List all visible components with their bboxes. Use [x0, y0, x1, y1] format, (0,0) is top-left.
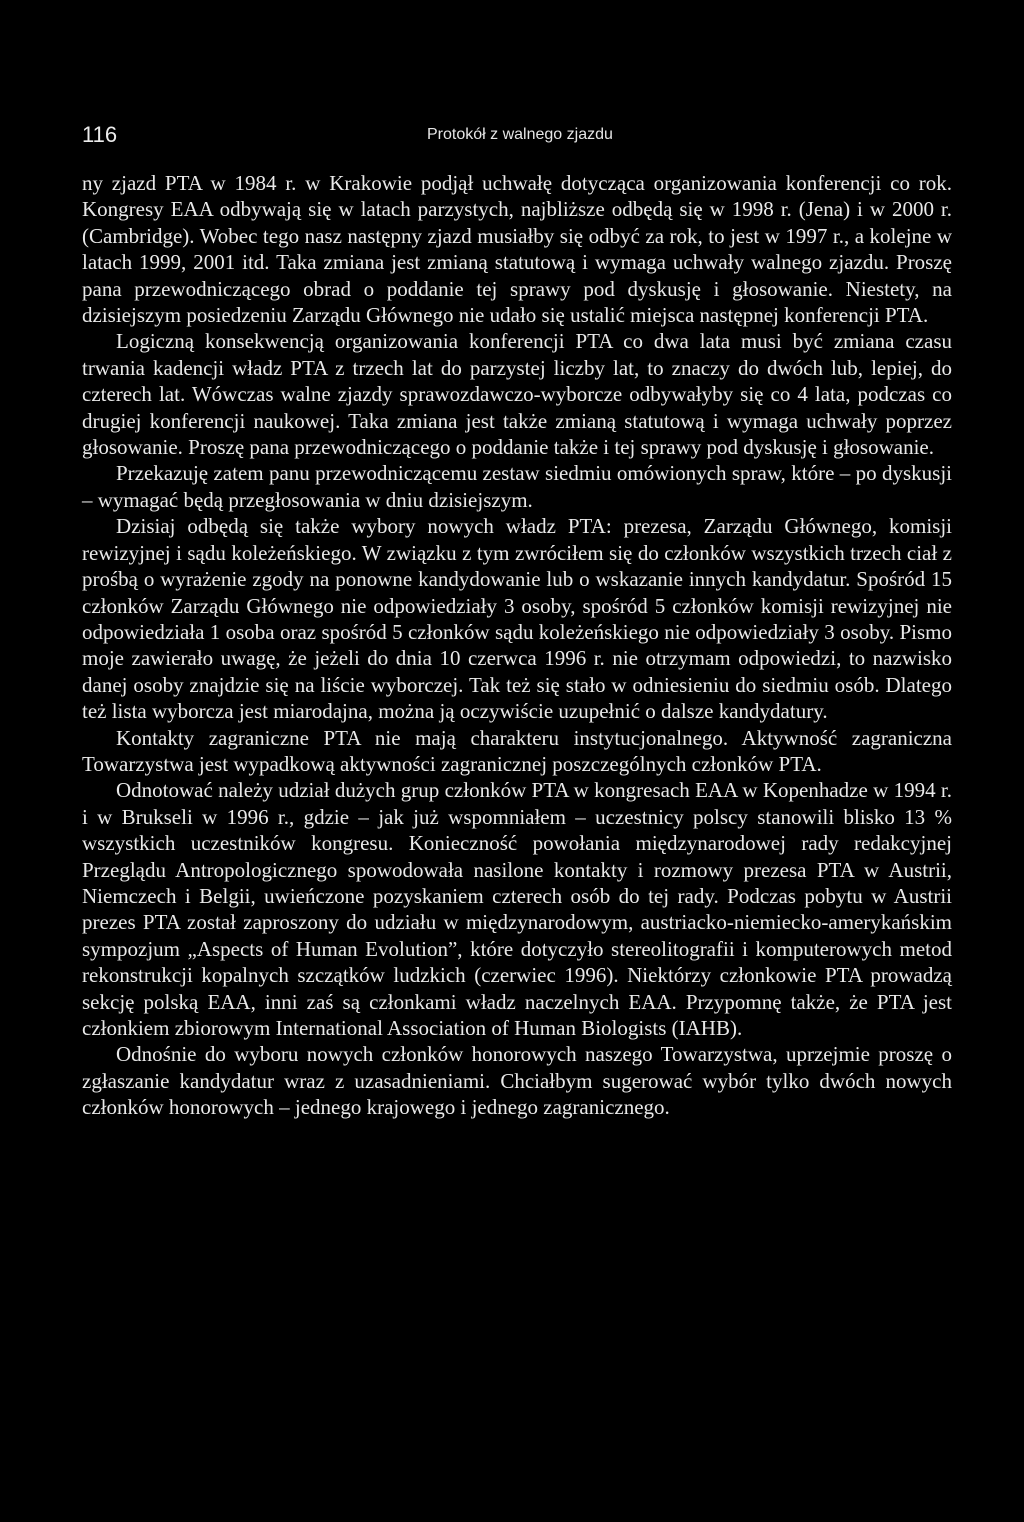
paragraph-continuation: ny zjazd PTA w 1984 r. w Krakowie podjął uchwałę dotycząca organizowania konferencji co rok. Kongresy EAA odbywają się w latach parzystych, najbliższe odbędą się w 1998 r. (Jena) i w 2000 r. (Cambridge). Wobec tego nasz następny zjazd musiałby się odbyć za rok, to jest w 1997 r., a kolejne w latach 1999, 2001 itd. Taka zmiana jest zmianą statutową i wymaga uchwały walnego zjazdu. Proszę pana przewodniczącego obrad o poddanie tej sprawy pod dyskusję i głosowanie. Niestety, na dzisiejszym posiedzeniu Zarządu Głównego nie udało się ustalić miejsca następnej konferencji PTA. [82, 171, 952, 328]
paragraph-elections: Dzisiaj odbędą się także wybory nowych władz PTA: prezesa, Zarządu Głównego, komisji rewizyjnej i sądu koleżeńskiego. W związku z tym zwróciłem się do członków wszystkich trzech ciał z prośbą o wyrażenie zgody na ponowne kandydowanie lub o wskazanie innych kandydatur. Spośród 15 członków Zarządu Głównego nie odpowiedziały 3 osoby, spośród 5 członków komisji rewizyjnej nie odpowiedziała 1 osoba oraz spośród 5 członków sądu koleżeńskiego nie odpowiedziały 3 osoby. Pismo moje zawierało uwagę, że jeżeli do dnia 10 czerwca 1996 r. nie otrzymam odpowiedzi, to nazwisko danej osoby znajdzie się na liście wyborczej. Tak też się stało w odniesieniu do siedmiu osób. Dlatego też lista wyborcza jest miarodajna, można ją oczywiście uzupełnić o dalsze kandydatury. [82, 514, 952, 724]
paragraph-seven-matters: Przekazuję zatem panu przewodniczącemu zestaw siedmiu omówionych spraw, które – po dyskusji – wymagać będą przegłosowania w dniu dzisiejszym. [82, 461, 952, 512]
page-number: 116 [82, 122, 118, 147]
paragraph-eaa-congresses: Odnotować należy udział dużych grup członków PTA w kongresach EAA w Kopenhadze w 1994 r. i w Brukseli w 1996 r., gdzie – jak już wspomniałem – uczestnicy polscy stanowili blisko 13 % wszystkich uczestników kongresu. Konieczność powołania międzynarodowej rady redakcyjnej Przeglądu Antropologicznego spowodowała nasilone kontakty i rozmowy prezesa PTA w Austrii, Niemczech i Belgii, uwieńczone pozyskaniem czterech osób do tej rady. Podczas pobytu w Austrii prezes PTA został zaproszony do udziału w międzynarodowym, austriacko-niemiecko-amerykańskim sympozjum „Aspects of Human Evolution”, które dotyczyło stereolitografii i komputerowych metod rekonstrukcji kopalnych szczątków ludzkich (czerwiec 1996). Niektórzy członkowie PTA prowadzą sekcję polską EAA, inni zaś są członkami władz naczelnych EAA. Przypomnę także, że PTA jest członkiem zbiorowym International Association of Human Biologists (IAHB). [82, 778, 952, 1040]
paragraph-term-change: Logiczną konsekwencją organizowania konferencji PTA co dwa lata musi być zmiana czasu trwania kadencji władz PTA z trzech lat do parzystej liczby lat, to znaczy do dwóch lub, lepiej, do czterech lat. Wówczas walne zjazdy sprawozdawczo-wyborcze odbywałyby się co 4 lata, podczas co drugiej konferencji naukowej. Taka zmiana jest także zmianą statutową i wymaga uchwały poprzez głosowanie. Proszę pana przewodniczącego o poddanie także i tej sprawy pod dyskusję i głosowanie. [82, 329, 952, 460]
body-text [82, 170, 952, 1121]
running-title: Protokół z walnego zjazdu [427, 126, 613, 143]
paragraph-honorary-members: Odnośnie do wyboru nowych członków honorowych naszego Towarzystwa, uprzejmie proszę o zgłaszanie kandydatur wraz z uzasadnieniami. Chciałbym sugerować wybór tylko dwóch nowych członków honorowych – jednego krajowego i jednego zagranicznego. [82, 1042, 952, 1120]
running-head [82, 121, 952, 149]
paragraph-foreign-contacts: Kontakty zagraniczne PTA nie mają charakteru instytucjonalnego. Aktywność zagraniczna Towarzystwa jest wypadkową aktywności zagranicznej poszczególnych członków PTA. [82, 725, 952, 776]
